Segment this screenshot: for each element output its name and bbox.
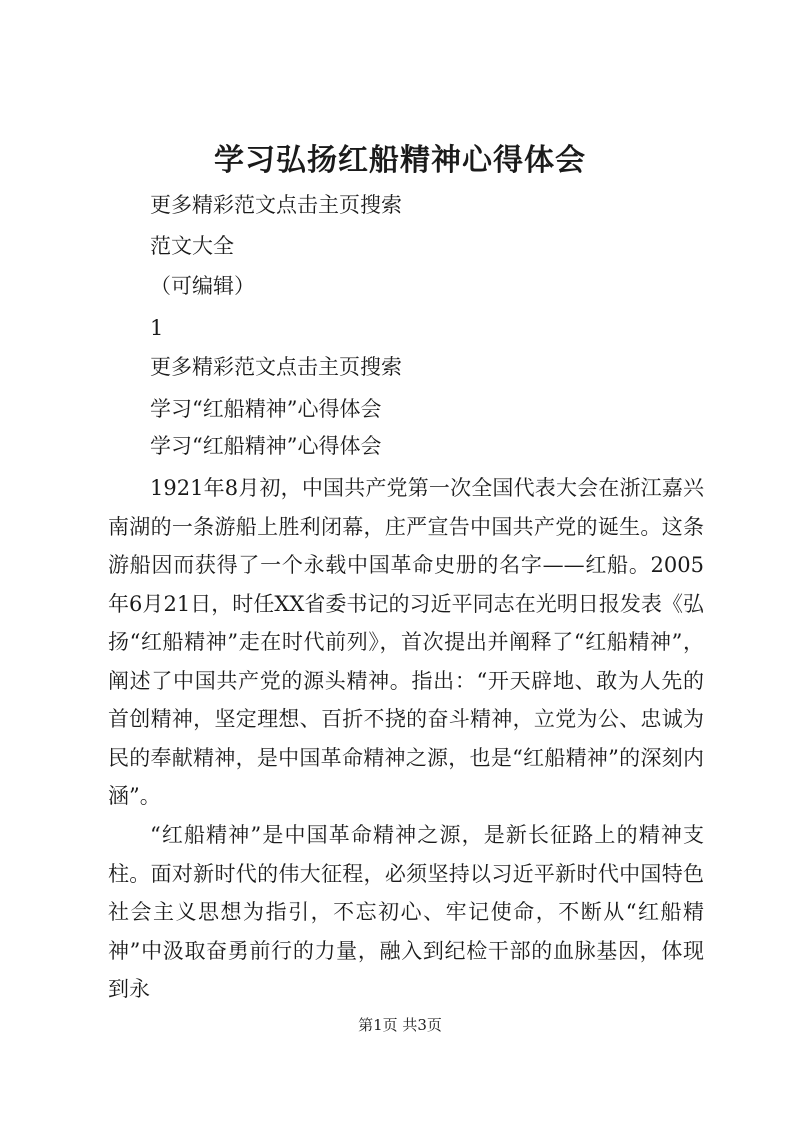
paragraph-text: 1921年8月初，中国共产党第一次全国代表大会在浙江嘉兴南湖的一条游船上胜利闭幕，庄严宣告中国共产党的诞生。这条游船因而获得了一个永载中国革命史册的名字——红船。2005年6月21日，时任XX省委书记的习近平同志在光明日报发表《弘扬“红船精神”走在时代前列》，首次提出并阐释了“红船精神”，阐述了中国共产党的源头精神。指出：“开天辟地、敢为人先的首创精神，坚定理想、百折不挠的奋斗精神，立党为公、忠诚为民的奉献精神，是中国革命精神之源，也是“红船精神”的深刻内涵”。 [108,476,704,808]
document-title: 学习弘扬红船精神心得体会 [214,143,586,178]
body-paragraph-1 [108,469,704,816]
paragraph-text: “红船精神”是中国革命精神之源，是新长征路上的精神支柱。面对新时代的伟大征程，必须坚持以习近平新时代中国特色社会主义思想为指引，不忘初心、牢记使命，不断从“红船精神”中汲取奋勇前行的力量，融入到纪检干部的血脉基因，体现到永 [108,823,704,1001]
subtitle-line-repeat: 学习“红船精神”心得体会 [150,434,382,458]
collection-label: 范文大全 [150,234,234,258]
promo-line-repeat: 更多精彩范文点击主页搜索 [150,355,402,379]
body-paragraph-2 [108,816,704,1009]
page-footer: 第1页 共3页 [358,1016,442,1034]
subtitle-line: 学习“红船精神”心得体会 [150,397,382,421]
promo-line: 更多精彩范文点击主页搜索 [150,193,402,217]
number-line: 1 [150,316,164,340]
editable-note: （可编辑） [150,274,255,298]
